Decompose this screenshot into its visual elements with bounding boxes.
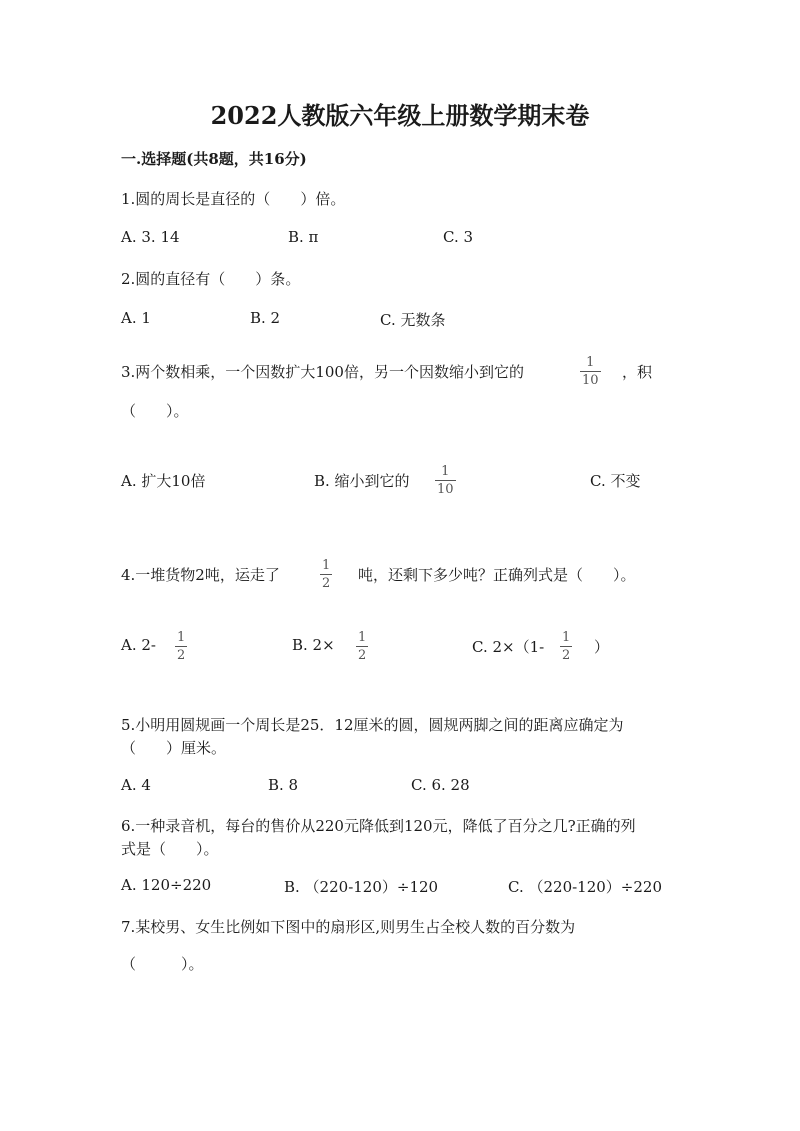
question-2-option-b: B. 2 [250,309,281,327]
question-3-option-a: A. 扩大10倍 [121,472,206,490]
question-4-option-c-fraction [560,631,572,662]
fraction-numerator: 1 [441,464,450,479]
question-7-text-part1: 7.某校男、女生比例如下图中的扇形区,则男生占全校人数的百分数为 [121,918,576,936]
question-4-option-b: B. 2× [292,636,335,654]
question-3-text-part2: ，积 [622,363,653,381]
question-4-text-part2: 吨，还剩下多少吨？正确列式是（ ）。 [358,566,636,584]
question-1-option-b: B. π [288,228,319,246]
question-5-option-c: C. 6. 28 [411,776,470,794]
question-4-option-a: A. 2- [121,636,156,654]
question-4-option-b-fraction [356,631,368,662]
question-4-fraction [320,559,332,590]
question-6-option-b: B. （220-120）÷120 [284,878,439,896]
fraction-numerator: 1 [562,630,571,645]
fraction-bar [356,646,368,647]
question-2-option-a: A. 1 [121,309,151,327]
fraction-denominator: 2 [177,648,186,663]
fraction-numerator: 1 [322,558,331,573]
fraction-bar [580,371,601,372]
question-4-option-c: C. 2×（1- [472,638,545,656]
fraction-bar [320,574,332,575]
fraction-denominator: 10 [437,482,454,497]
question-3-option-b: B. 缩小到它的 [314,472,410,490]
question-6-option-a: A. 120÷220 [121,876,212,894]
fraction-denominator: 2 [562,648,571,663]
fraction-numerator: 1 [358,630,367,645]
section-heading: 一.选择题(共8题，共16分) [121,150,307,168]
question-1-option-a: A. 3. 14 [121,228,180,246]
question-1-text: 1.圆的周长是直径的（ ）倍。 [121,190,346,208]
question-3-option-b-fraction [435,465,456,496]
question-4-text-part1: 4.一堆货物2吨，运走了 [121,566,280,584]
question-6-text-part2: 式是（ ）。 [121,840,219,858]
question-5-text-part1: 5.小明用圆规画一个周长是25．12厘米的圆，圆规两脚之间的距离应确定为 [121,716,624,734]
question-5-text-part2: （ ）厘米。 [121,739,227,757]
question-2-text: 2.圆的直径有（ ）条。 [121,270,301,288]
question-7-text-part2: （ ）。 [121,955,204,973]
fraction-denominator: 10 [582,373,599,388]
fraction-denominator: 2 [322,576,331,591]
question-1-option-c: C. 3 [443,228,474,246]
fraction-numerator: 1 [177,630,186,645]
fraction-numerator: 1 [586,355,595,370]
question-3-text-part3: （ ）。 [121,402,189,420]
fraction-denominator: 2 [358,648,367,663]
question-3-text-part1: 3.两个数相乘，一个因数扩大100倍，另一个因数缩小到它的 [121,363,524,381]
question-3-fraction [580,356,601,387]
question-4-option-c-close: ） [594,638,610,656]
fraction-bar [435,480,456,481]
question-4-option-a-fraction [175,631,187,662]
page-title: 2022人教版六年级上册数学期末卷 [210,101,590,130]
fraction-bar [560,646,572,647]
fraction-bar [175,646,187,647]
question-2-option-c: C. 无数条 [380,311,446,329]
question-3-option-c: C. 不变 [590,472,641,490]
question-5-option-a: A. 4 [121,776,151,794]
question-6-option-c: C. （220-120）÷220 [508,878,663,896]
question-6-text-part1: 6.一种录音机，每台的售价从220元降低到120元，降低了百分之几?正确的列 [121,817,636,835]
question-5-option-b: B. 8 [268,776,299,794]
